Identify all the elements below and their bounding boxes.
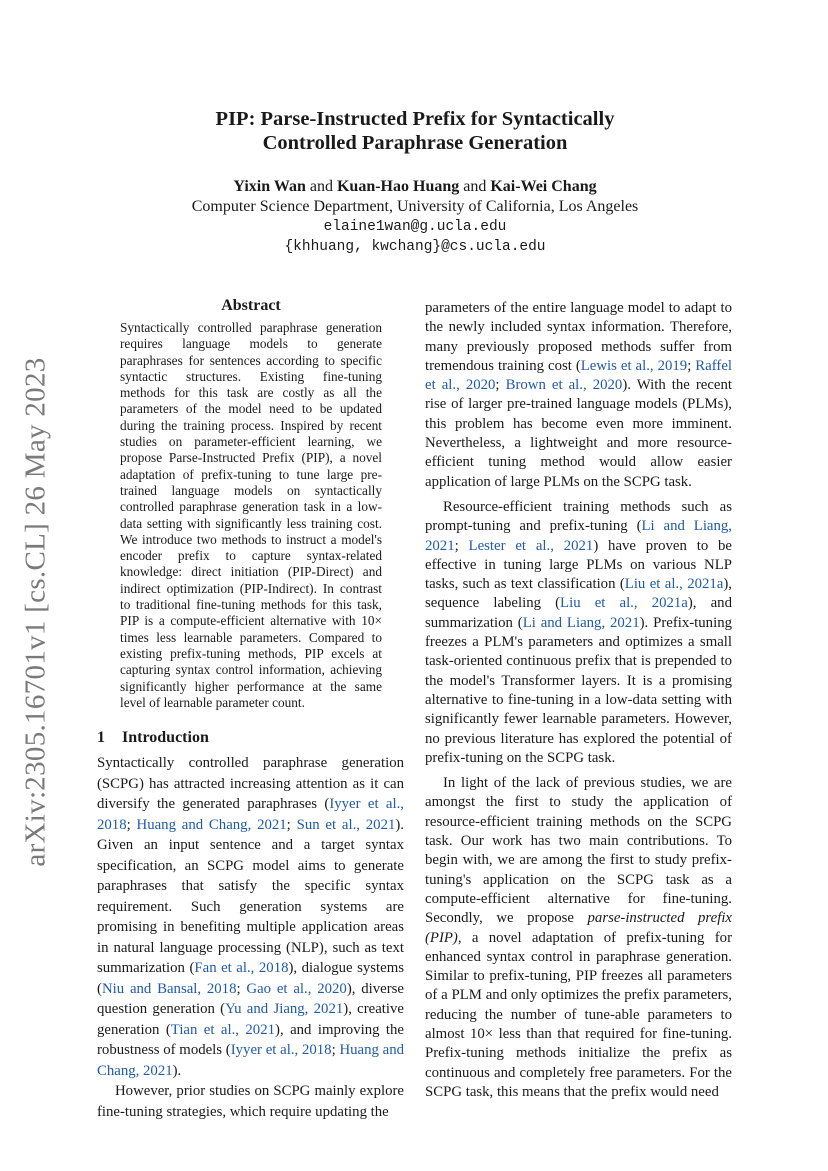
paper-title xyxy=(100,107,730,155)
affiliation: Computer Science Department, University of California, Los Angeles xyxy=(191,198,639,215)
citation-link[interactable]: Niu and Bansal, 2018 xyxy=(101,980,237,997)
section-title: Introduction xyxy=(122,729,209,746)
citation-link[interactable]: Fan et al., 2018 xyxy=(194,960,289,976)
author-3: Kai-Wei Chang xyxy=(490,178,597,195)
author-1: Yixin Wan xyxy=(233,178,306,195)
citation-link[interactable]: Tian et al., 2021 xyxy=(170,1021,276,1038)
abstract-heading: Abstract xyxy=(221,297,281,314)
right-paragraph-2: Resource-efficient training methods such as prompt-tuning and prefix-tuning (Li and Liang, 2021; Lester et al., 2021) have proven to be effective in tuning large PLMs on various NLP tasks, such as text classification (Liu et al., 2021a), sequence labeling (Liu et al., 2021a), and summarization (Li and Liang, 2021). Prefix-tuning freezes a PLM's parameters and optimizes a small task-oriented continuous prefix that is prepended to the model's Transformer layers. It is a promising alternative to fine-tuning in a low-data setting with significantly fewer learnable parameters. However, no previous literature has explored the potential of prefix-tuning on the SCPG task. xyxy=(425,498,733,766)
title-line-2: Controlled Paraphrase Generation xyxy=(262,132,568,154)
citation-link[interactable]: Sun et al., 2021 xyxy=(296,816,396,833)
right-paragraph-3: In light of the lack of previous studies, we are amongst the first to study the application of resource-efficient training methods on the SCPG task. Our work has two main contributions. To begin with, we are among the first to study prefix-tuning's application on the SCPG task as a compute-efficient alternative for fine-tuning. Secondly, we propose parse-instructed prefix (PIP), a novel adaptation of prefix-tuning for enhanced syntax control in paraphrase generation. Similar to prefix-tuning, PIP freezes all parameters of a PLM and only optimizes the prefix parameters, reducing the number of tune-able parameters to almost 10× less than that required for fine-tuning. Prefix-tuning methods initialize the prefix as continuous and completely free parameters. For the SCPG task, this means that the prefix would need xyxy=(425,775,733,1100)
title-line-1: PIP: Parse-Instructed Prefix for Syntactically xyxy=(215,108,615,130)
section-number: 1 xyxy=(97,729,105,746)
citation-link[interactable]: Li and Liang, 2021 xyxy=(425,518,732,554)
right-column xyxy=(425,299,732,1102)
arxiv-id: arXiv:2305.16701v1 [cs.CL] 26 May 2023 xyxy=(19,357,52,867)
citation-link[interactable]: Iyyer et al., 2018 xyxy=(97,796,404,833)
introduction-left-column xyxy=(97,753,404,1122)
section-heading-introduction xyxy=(97,729,209,747)
abstract-text: Syntactically controlled paraphrase generation requires language models to generate paraphrases for sentences according to specific syntactic structures. Existing fine-tuning methods for this task are costly as all the parameters of the model need to be updated during the training process. Inspired by recent studies on parameter-efficient learning, we propose Parse-Instructed Prefix (PIP), a novel adaptation of prefix-tuning to tune large pre-trained language models on syntactically controlled paraphrase generation task in a low-data setting with significantly less training cost. We introduce two methods to instruct a model's encoder prefix to capture syntax-related knowledge: direct initiation (PIP-Direct) and indirect optimization (PIP-Indirect). In contrast to traditional fine-tuning methods for this task, PIP is a compute-efficient alternative with 10× times less learnable parameters. Compared to existing prefix-tuning methods, PIP excels at capturing syntax control information, achieving significantly higher performance at the same level of learnable parameter count. xyxy=(120,320,382,710)
citation-link[interactable]: Lewis et al., 2019 xyxy=(580,357,688,374)
citation-link[interactable]: Iyyer et al., 2018 xyxy=(230,1042,332,1058)
email-2: {khhuang, kwchang}@cs.ucla.edu xyxy=(284,239,546,255)
intro-paragraph-1: Syntactically controlled paraphrase generation (SCPG) has attracted increasing attention as it can diversify the generated paraphrases (Iyyer et al., 2018; Huang and Chang, 2021; Sun et al., 2021). Given an input sentence and a target syntax specification, an SCPG model aims to generate paraphrases that satisfy the specific syntax requirement. Such generation systems are promising in benefiting multiple application areas in natural language processing (NLP), such as text summarization (Fan et al., 2018), dialogue systems (Niu and Bansal, 2018; Gao et al., 2020), diverse question generation (Yu and Jiang, 2021), creative generation (Tian et al., 2021), and improving the robustness of models (Iyyer et al., 2018; Huang and Chang, 2021). xyxy=(97,755,405,1079)
email-1: elaine1wan@g.ucla.edu xyxy=(323,219,507,235)
and-2: and xyxy=(459,178,491,195)
abstract-body xyxy=(120,320,382,711)
author-2: Kuan-Hao Huang xyxy=(336,178,460,195)
author-names xyxy=(100,177,730,197)
citation-link[interactable]: Liu et al., 2021a xyxy=(624,576,724,593)
citation-link[interactable]: Huang and Chang, 2021 xyxy=(97,1042,405,1079)
right-paragraph-1: parameters of the entire language model to adapt to the newly included syntax information. Therefore, many previously proposed methods suffer from tremendous training cost (Lewis et al., 2019; Raffel et al., 2020; Brown et al., 2020). With the recent rise of larger pre-trained language models (PLMs), this problem has become even more imminent. Nevertheless, a lightweight and more resource-efficient tuning method would allow easier application of large PLMs on the SCPG task. xyxy=(425,300,733,490)
citation-link[interactable]: Raffel et al., 2020 xyxy=(425,357,733,394)
author-block xyxy=(100,177,730,257)
citation-link[interactable]: Lester et al., 2021 xyxy=(468,537,594,554)
arxiv-sidebar-stamp xyxy=(6,352,66,872)
citation-link[interactable]: Liu et al., 2021a xyxy=(560,595,688,612)
citation-link[interactable]: Li and Liang, 2021 xyxy=(522,614,640,631)
citation-link[interactable]: Huang and Chang, 2021 xyxy=(136,816,287,833)
citation-link[interactable]: Gao et al., 2020 xyxy=(246,980,347,997)
and-1: and xyxy=(305,178,337,195)
citation-link[interactable]: Yu and Jiang, 2021 xyxy=(225,1001,344,1017)
emphasis-term: parse-instructed prefix (PIP) xyxy=(425,910,733,946)
citation-link[interactable]: Brown et al., 2020 xyxy=(505,377,623,394)
intro-paragraph-2: However, prior studies on SCPG mainly explore fine-tuning strategies, which require updating the xyxy=(97,1083,404,1120)
